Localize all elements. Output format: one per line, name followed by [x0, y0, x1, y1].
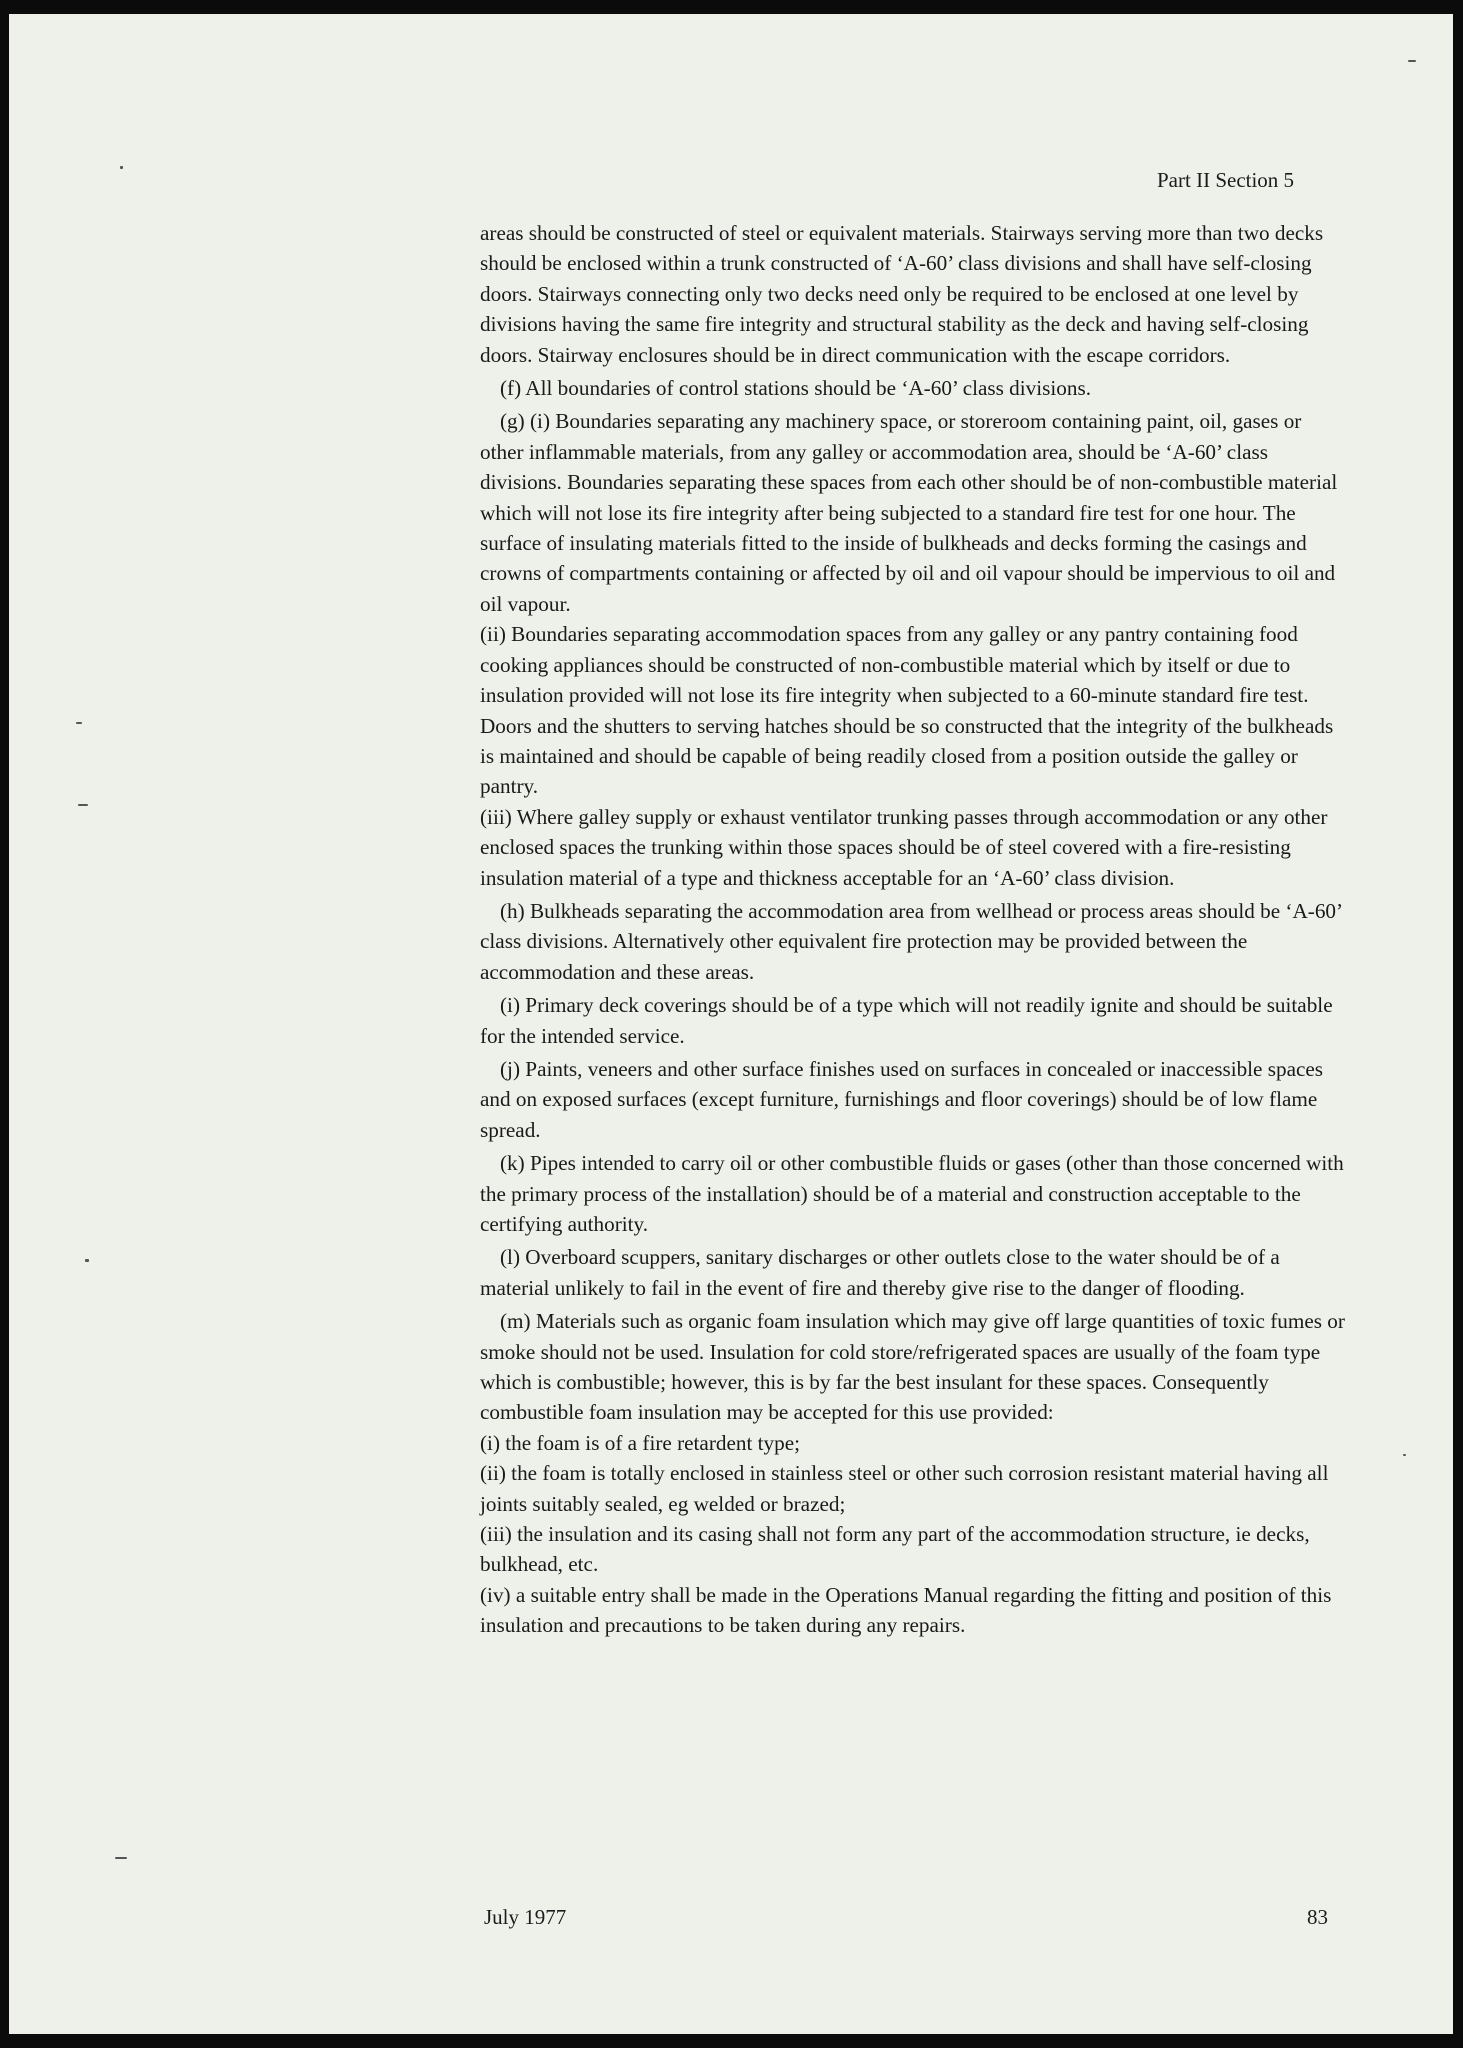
scan-speck: [115, 1857, 127, 1859]
paragraph-g-i: (g) (i) Boundaries separating any machinery space, or storeroom containing paint, oil, gases or other inflammable materials, from any galley or accommodation area, should be ‘A-60’ class divisions. Boundaries separating these spaces from each other should be of non-combustible material which will not lose its fire integrity after being subjected to a standard fire test for one hour. The surface of insulating materials fitted to the inside of bulkheads and decks forming the casings and crowns of compartments containing or affected by oil and oil vapour should be impervious to oil and oil vapour.: [480, 409, 1338, 616]
section-header: Part II Section 5: [1157, 168, 1295, 192]
page-number: 83: [1307, 1905, 1328, 1929]
paragraph-i: (i) Primary deck coverings should be of a type which will not readily ignite and should be suitable for the intended service.: [480, 993, 1333, 1048]
paragraph-k: (k) Pipes intended to carry oil or other combustible fluids or gases (other than those concerned with the primary process of the installation) should be of a material and construction acceptable to the certifying authority.: [480, 1151, 1344, 1236]
footer-date: July 1977: [484, 1905, 567, 1929]
scan-speck: [78, 804, 88, 806]
scan-speck: [76, 722, 82, 724]
paragraph-l: (l) Overboard scuppers, sanitary discharges or other outlets close to the water should be of a material unlikely to fail in the event of fire and thereby give rise to the danger of flooding.: [480, 1245, 1280, 1300]
scan-speck: [85, 1259, 89, 1262]
document-page: [9, 14, 1453, 2034]
paragraph-g-ii: (ii) Boundaries separating accommodation spaces from any galley or any pantry containing food cooking appliances should be constructed of non-combustible material which by itself or due to insulation provided will not lose its fire integrity when subjected to a 60-minute standard fire test. Doors and the shutters to serving hatches should be so constructed that the integrity of the bulkheads is maintained and should be capable of being readily closed from a position outside the galley or pantry.: [480, 622, 1334, 799]
paragraph-h: (h) Bulkheads separating the accommodation area from wellhead or process areas should be ‘A-60’ class divisions. Alternatively other equivalent fire protection may be provided between the accommodation and these areas.: [480, 898, 1342, 984]
list-item-m-iv: (iv) a suitable entry shall be made in the Operations Manual regarding the fitting and position of this insulation and precautions to be taken during any repairs.: [480, 1582, 1332, 1638]
paragraph-f: (f) All boundaries of control stations should be ‘A-60’ class divisions.: [500, 376, 1092, 401]
paragraph-g-iii: (iii) Where galley supply or exhaust ventilator trunking passes through accommodation or any other enclosed spaces the trunking within those spaces should be of steel covered with a fire-resisting insulation material of a type and thickness acceptable for an ‘A-60’ class division.: [480, 804, 1328, 890]
scan-speck: [1403, 1454, 1406, 1456]
list-item-m-iii: (iii) the insulation and its casing shall not form any part of the accommodation structure, ie decks, bulkhead, etc.: [480, 1522, 1310, 1577]
scan-speck: [120, 166, 123, 169]
list-item-m-ii: (ii) the foam is totally enclosed in stainless steel or other such corrosion resistant material having all joints suitably sealed, eg welded or brazed;: [480, 1461, 1329, 1516]
paragraph-m: (m) Materials such as organic foam insulation which may give off large quantities of toxic fumes or smoke should not be used. Insulation for cold store/refrigerated spaces are usually of the foam type which is combustible; however, this is by far the best insulant for these spaces. Consequently combustible foam insulation may be accepted for this use provided:: [480, 1309, 1345, 1425]
paragraph-j: (j) Paints, veneers and other surface finishes used on surfaces in concealed or inaccessible spaces and on exposed surfaces (except furniture, furnishings and floor coverings) should be of low flame spread.: [480, 1056, 1324, 1142]
list-item-m-i: (i) the foam is of a fire retardent type;: [480, 1430, 801, 1455]
body-text: [480, 218, 1350, 1641]
paragraph-stairways: areas should be constructed of steel or equivalent materials. Stairways serving more than two decks should be enclosed within a trunk constructed of ‘A-60’ class divisions and shall have self-closing doors. Stairways connecting only two decks need only be required to be enclosed at one level by divisions having the same fire integrity and structural stability as the deck and having self-closing doors. Stairway enclosures should be in direct communication with the escape corridors.: [480, 221, 1324, 367]
scan-speck: [1408, 60, 1416, 62]
